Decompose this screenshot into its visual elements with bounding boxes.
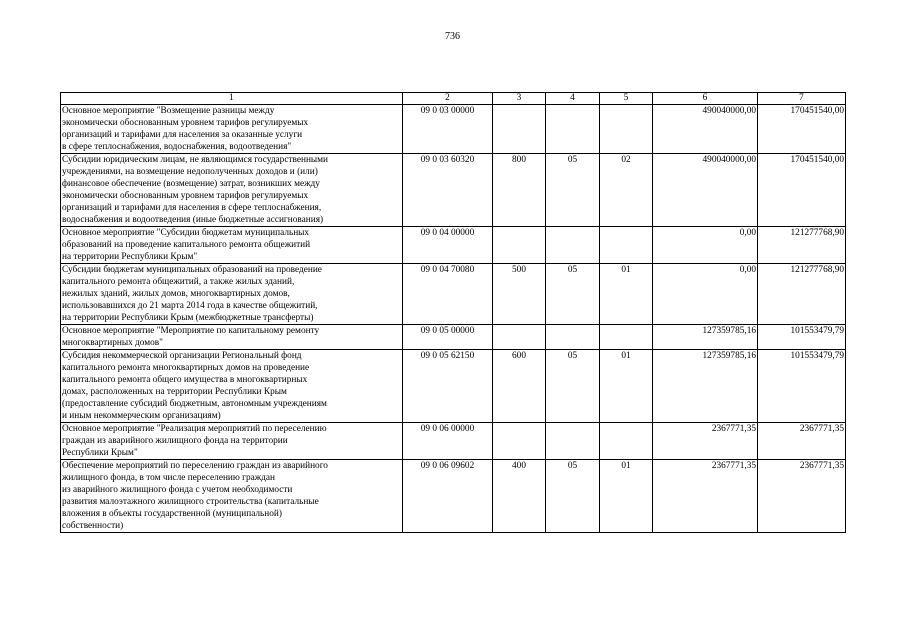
row-col-4: 05: [546, 154, 600, 227]
row-col-3: 800: [493, 154, 546, 227]
budget-table: [60, 92, 846, 533]
row-name: Субсидии юридическим лицам, не являющимся государственными учреждениями, на возмещение недополученных доходов и (или) финансовое обеспечение (возмещение) затрат, возникших между экономически обоснованным уровнем тарифов регулируемых организаций и тарифами для населения в сфере теплоснабжения, водоснабжения и водоотведения (иные бюджетные ассигнования): [61, 154, 403, 227]
row-amount-col-7: 121277768,90: [758, 227, 846, 264]
row-col-4: 05: [546, 350, 600, 423]
row-col-3: [493, 227, 546, 264]
row-name: Субсидия некоммерческой организации Региональный фонд капитального ремонта многоквартирных домов на проведение капитального ремонта общего имущества в многоквартирных домах, расположенных на территории Республики Крым (предоставление субсидий бюджетным, автономным учреждениям и иным некоммерческим организациям): [61, 350, 403, 423]
table-row: [61, 325, 846, 350]
row-amount-col-7: 121277768,90: [758, 264, 846, 325]
table-row: [61, 227, 846, 264]
table-row: [61, 460, 846, 533]
row-col-3: [493, 423, 546, 460]
page-number: 736: [445, 31, 460, 42]
row-amount-col-7: 170451540,00: [758, 154, 846, 227]
table-row: [61, 423, 846, 460]
header-col-5: 5: [600, 93, 653, 105]
row-name: Обеспечение мероприятий по переселению граждан из аварийного жилищного фонда, в том числе переселению граждан из аварийного жилищного фонда с учетом необходимости развития малоэтажного жилищного строительства (капитальные вложения в объекты государственной (муниципальной) собственности): [61, 460, 403, 533]
row-col-5: [600, 105, 653, 154]
header-col-4: 4: [546, 93, 600, 105]
table-row: [61, 154, 846, 227]
row-amount-col-6: 0,00: [653, 264, 758, 325]
row-code: 09 0 03 00000: [403, 105, 493, 154]
row-amount-col-6: 490040000,00: [653, 154, 758, 227]
row-col-3: [493, 325, 546, 350]
row-col-4: [546, 325, 600, 350]
table-row: [61, 264, 846, 325]
row-code: 09 0 06 00000: [403, 423, 493, 460]
header-col-6: 6: [653, 93, 758, 105]
row-code: 09 0 04 00000: [403, 227, 493, 264]
row-amount-col-7: 2367771,35: [758, 423, 846, 460]
row-col-5: [600, 423, 653, 460]
row-name: Основное мероприятие "Субсидии бюджетам муниципальных образований на проведение капитального ремонта общежитий на территории Республики Крым": [61, 227, 403, 264]
row-col-5: 01: [600, 350, 653, 423]
row-col-5: 01: [600, 264, 653, 325]
header-col-3: 3: [493, 93, 546, 105]
row-col-3: 500: [493, 264, 546, 325]
row-amount-col-6: 2367771,35: [653, 423, 758, 460]
table-row: [61, 350, 846, 423]
row-name: Субсидии бюджетам муниципальных образований на проведение капитального ремонта общежитий, а также жилых зданий, нежилых зданий, жилых домов, многоквартирных домов, использовавшихся до 21 марта 2014 года в качестве общежитий, на территории Республики Крым (межбюджетные трансферты): [61, 264, 403, 325]
row-col-5: [600, 227, 653, 264]
row-col-3: [493, 105, 546, 154]
header-col-1: 1: [61, 93, 403, 105]
row-col-3: 400: [493, 460, 546, 533]
row-col-4: [546, 227, 600, 264]
header-col-7: 7: [758, 93, 846, 105]
row-amount-col-7: 101553479,79: [758, 325, 846, 350]
row-col-3: 600: [493, 350, 546, 423]
row-col-4: [546, 423, 600, 460]
table-row: [61, 105, 846, 154]
row-amount-col-6: 127359785,16: [653, 325, 758, 350]
row-col-4: 05: [546, 264, 600, 325]
row-amount-col-6: 2367771,35: [653, 460, 758, 533]
row-name: Основное мероприятие "Мероприятие по капитальному ремонту многоквартирных домов": [61, 325, 403, 350]
table-header-row: [61, 93, 846, 105]
row-amount-col-6: 0,00: [653, 227, 758, 264]
row-amount-col-7: 101553479,79: [758, 350, 846, 423]
row-code: 09 0 03 60320: [403, 154, 493, 227]
row-col-4: [546, 105, 600, 154]
row-col-5: 02: [600, 154, 653, 227]
row-col-4: 05: [546, 460, 600, 533]
row-amount-col-6: 127359785,16: [653, 350, 758, 423]
row-amount-col-7: 2367771,35: [758, 460, 846, 533]
row-code: 09 0 05 62150: [403, 350, 493, 423]
row-col-5: 01: [600, 460, 653, 533]
row-col-5: [600, 325, 653, 350]
row-code: 09 0 05 00000: [403, 325, 493, 350]
header-col-2: 2: [403, 93, 493, 105]
row-amount-col-7: 170451540,00: [758, 105, 846, 154]
row-name: Основное мероприятие "Реализация мероприятий по переселению граждан из аварийного жилищного фонда на территории Республики Крым": [61, 423, 403, 460]
row-code: 09 0 04 70080: [403, 264, 493, 325]
row-name: Основное мероприятие "Возмещение разницы между экономически обоснованным уровнем тарифов регулируемых организаций и тарифами для населения за оказанные услуги в сфере теплоснабжения, водоснабжения, водоотведения": [61, 105, 403, 154]
row-code: 09 0 06 09602: [403, 460, 493, 533]
row-amount-col-6: 490040000,00: [653, 105, 758, 154]
